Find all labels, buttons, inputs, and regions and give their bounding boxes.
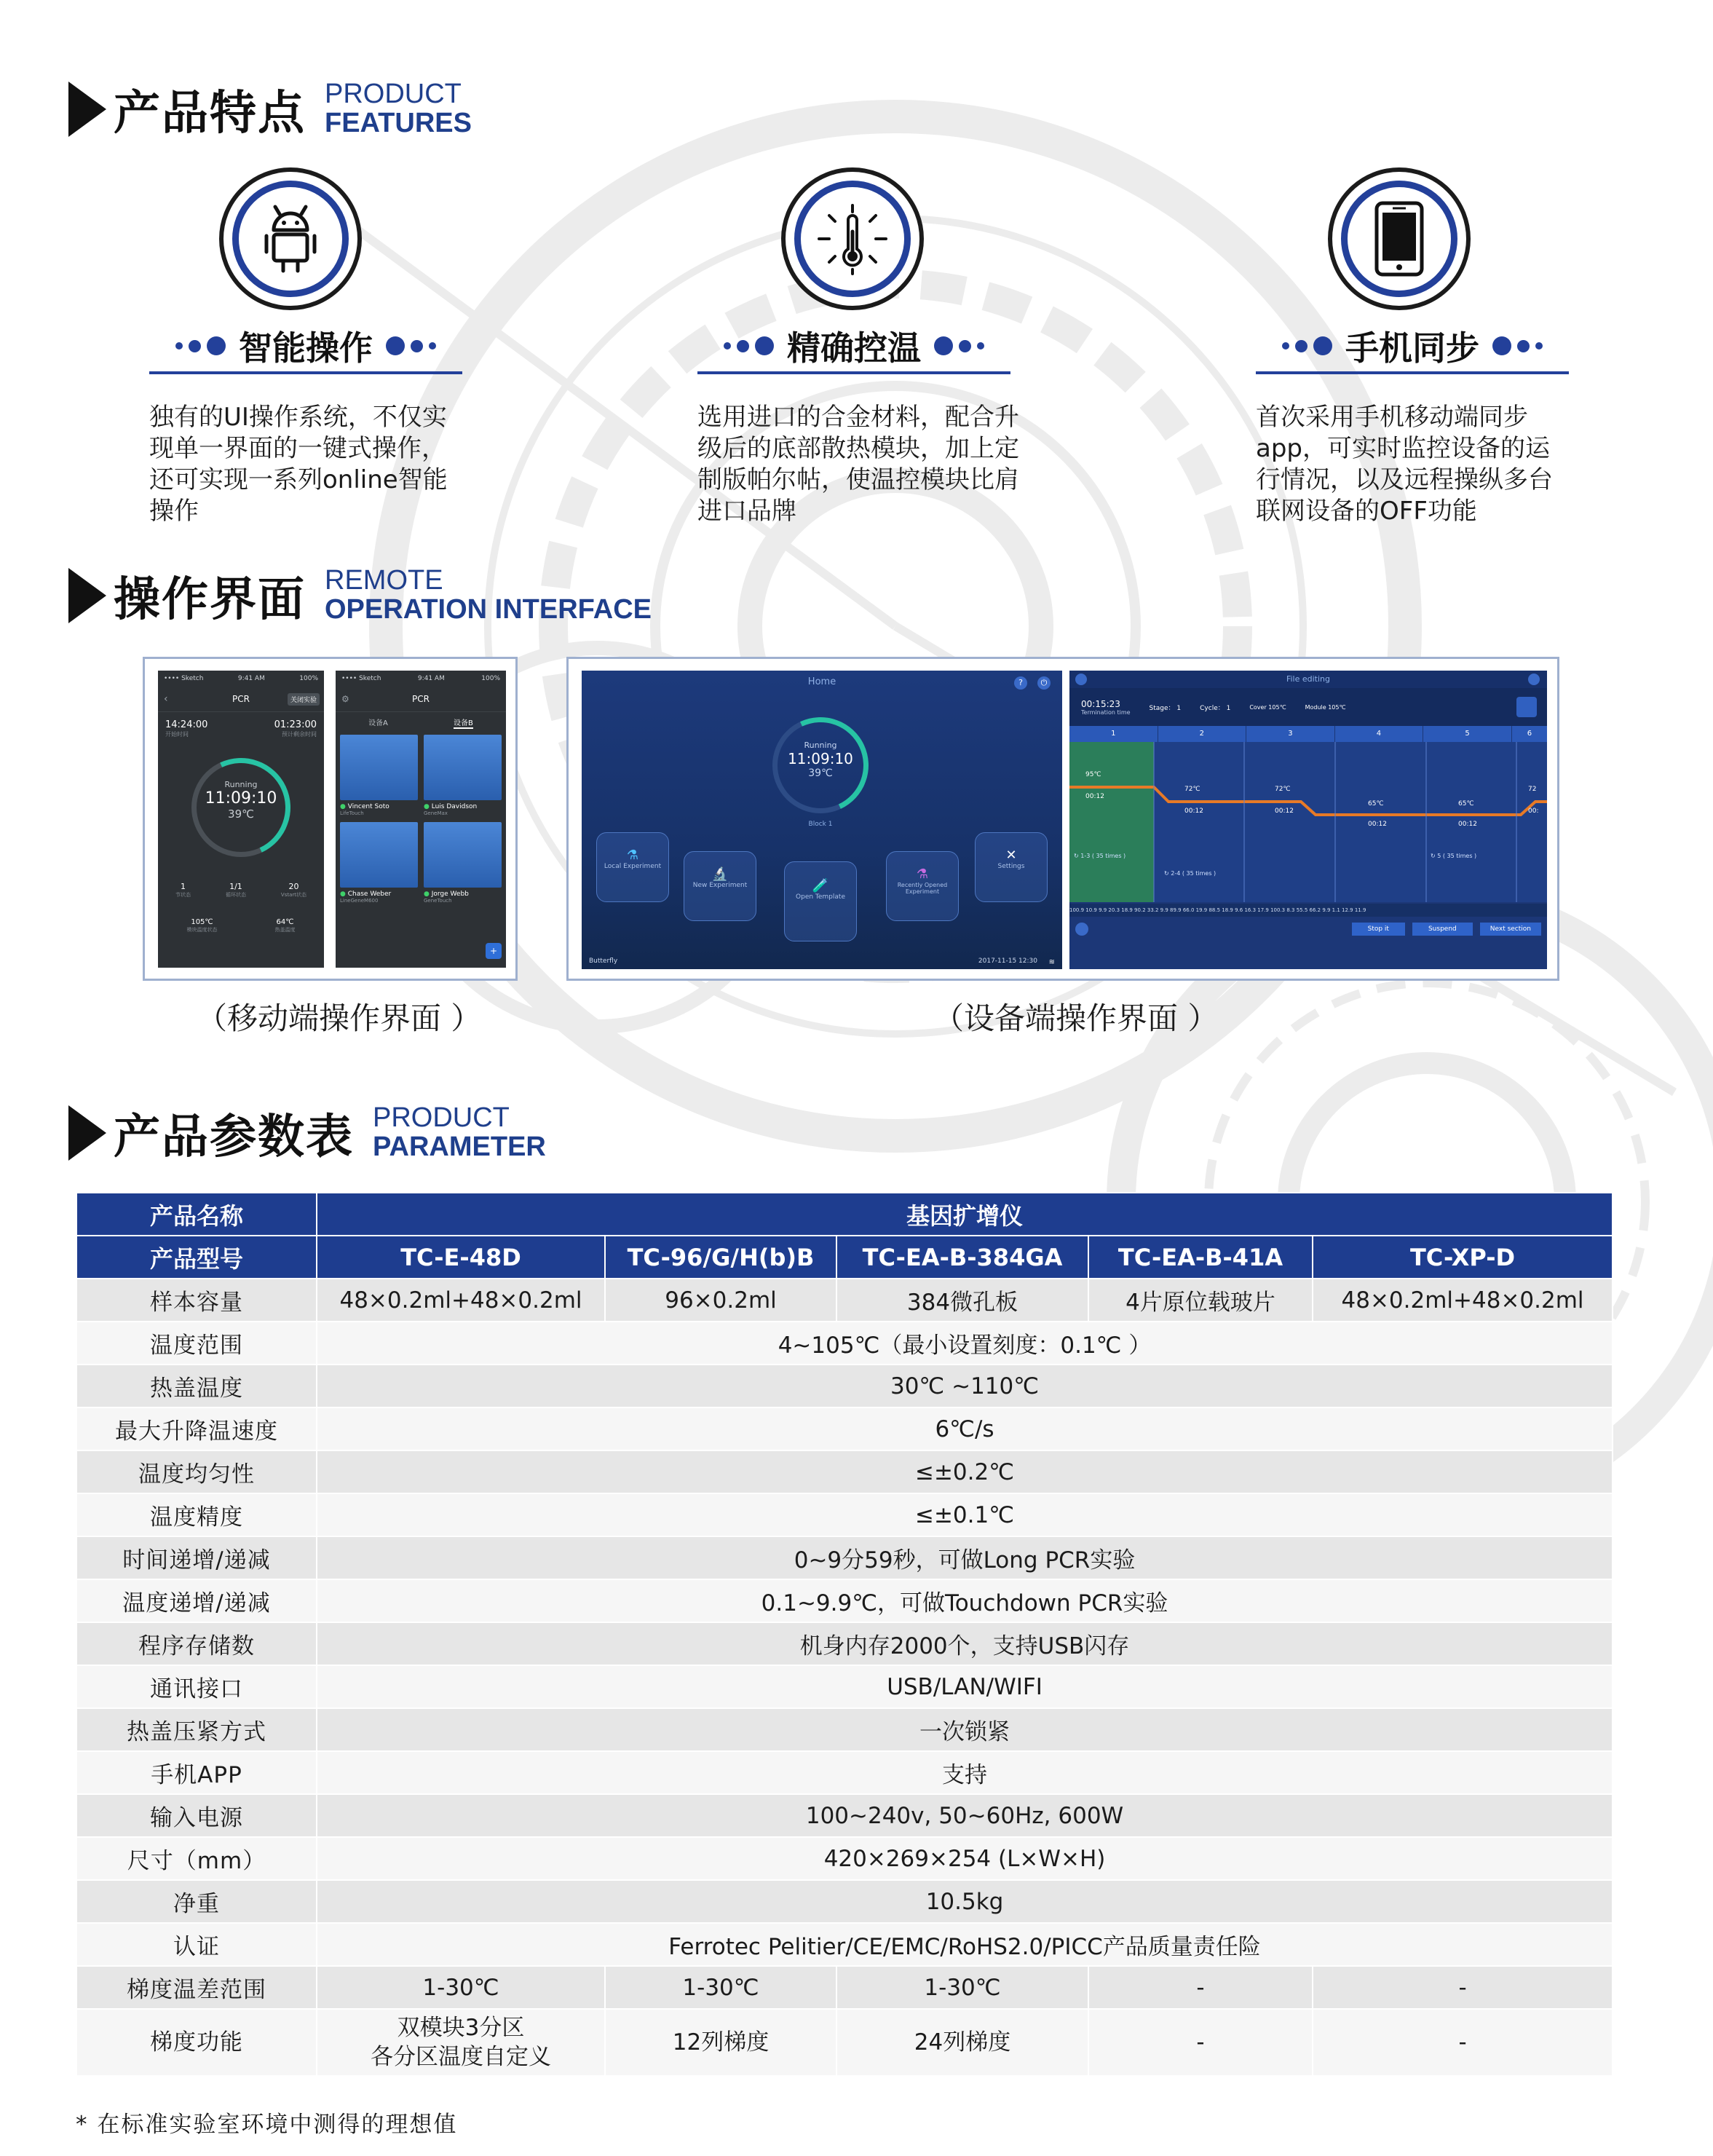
table-cell: 48×0.2ml+48×0.2ml — [317, 1279, 605, 1322]
online-dot-icon: ● — [340, 803, 346, 810]
back-arrow-icon[interactable] — [1075, 923, 1088, 936]
new-experiment-button[interactable]: 🔬 New Experiment — [684, 851, 756, 921]
table-row — [76, 1880, 1613, 1923]
thermometer-icon — [816, 202, 889, 275]
local-experiment-button[interactable]: ⚗ Local Experiment — [596, 832, 669, 902]
device-home-screen: Home ? ⏻ Running 11:09:10 39℃ Block 1 ⚗ Local Experiment 🔬 New Experiment 🧪 Open Template ⚗ Recently Opened Experiment ✕ Settings Butterfly 2017-11-15 12:30 ≋ — [582, 671, 1062, 969]
device-image — [340, 822, 418, 888]
section-subtitle: PRODUCT PARAMETER — [373, 1102, 546, 1162]
mobile-caption: （移动端操作界面 ） — [197, 1000, 482, 1036]
smartphone-icon — [1374, 201, 1425, 277]
online-dot-icon: ● — [424, 803, 430, 810]
table-cell: 1-30℃ — [836, 1966, 1088, 2009]
table-cell: 10.5kg — [317, 1880, 1613, 1923]
dots-left-icon — [175, 336, 226, 355]
table-cell: 100~240v, 50~60Hz, 600W — [317, 1794, 1613, 1837]
table-cell: 12列梯度 — [605, 2009, 836, 2076]
section-title: 产品特点 — [114, 87, 306, 141]
table-cell: 手机APP — [76, 1751, 317, 1794]
next-section-button[interactable]: Next section — [1480, 923, 1541, 936]
table-cell: TC-EA-B-384GA — [836, 1236, 1088, 1279]
table-cell: 支持 — [317, 1751, 1613, 1794]
microscope-icon: 🔬 — [711, 866, 729, 882]
back-icon[interactable]: ‹ — [164, 693, 168, 705]
table-cell: 双模块3分区 各分区温度自定义 — [317, 2009, 605, 2076]
tab-device-b[interactable]: 设备B — [454, 716, 473, 729]
table-cell: 1-30℃ — [605, 1966, 836, 2009]
table-row — [76, 1407, 1613, 1450]
table-cell: 温度递增/递减 — [76, 1579, 317, 1622]
table-cell: 时间递增/递减 — [76, 1536, 317, 1579]
table-cell: 0.1~9.9℃，可做Touchdown PCR实验 — [317, 1579, 1613, 1622]
table-cell: 6℃/s — [317, 1407, 1613, 1450]
feature-icon-ring — [781, 167, 924, 310]
settings-gear-icon[interactable]: ⚙ — [341, 694, 349, 704]
table-row — [76, 2009, 1613, 2076]
phone-title: PCR — [412, 694, 430, 704]
home-icon[interactable] — [1075, 674, 1087, 685]
table-cell: 384微孔板 — [836, 1279, 1088, 1322]
table-cell: 输入电源 — [76, 1794, 317, 1837]
table-cell: 30℃ ~110℃ — [317, 1365, 1613, 1407]
table-cell: 认证 — [76, 1923, 317, 1966]
device-image — [424, 822, 502, 888]
run-info-bar: 00:15:23 Termination time Stage： 1 Cycle： 1 Cover 105℃ Module 105℃ — [1069, 688, 1547, 726]
table-row — [76, 1837, 1613, 1880]
table-row — [76, 1193, 1613, 1236]
suspend-button[interactable]: Suspend — [1412, 923, 1473, 936]
power-icon[interactable]: ⏻ — [1037, 676, 1051, 690]
table-row — [76, 1279, 1613, 1322]
online-dot-icon: ● — [340, 891, 346, 898]
feature-icon-ring — [1328, 167, 1471, 310]
table-row — [76, 1794, 1613, 1837]
phone-running-screen: •••• Sketch 9:41 AM 100% ‹ PCR 关闭实验 14:24:00 开始时间 01:23:00 预计剩余时间 Running 11:09:10 39℃ 1 节状态 1/1 循环状态 20 Vstart状态 105℃ 模块温度状态 64℃ 热盖温度 — [158, 671, 324, 968]
section-subtitle: REMOTE OPERATION INTERFACE — [325, 565, 652, 625]
table-row — [76, 1579, 1613, 1622]
table-cell: TC-E-48D — [317, 1236, 605, 1279]
phone-tabs — [336, 712, 506, 733]
feature-description: 首次采用手机移动端同步 app，可实时监控设备的运 行情况，以及远程操纵多台 联网设备的OFF功能 — [1256, 403, 1553, 526]
table-row — [76, 1536, 1613, 1579]
add-device-button[interactable]: + — [486, 943, 502, 959]
feature-title-bar — [697, 320, 1010, 374]
table-row — [76, 1493, 1613, 1536]
value-strip: 100.9 10.9 9.9 20.3 18.9 90.2 33.2 9.9 89.9 66.0 19.9 88.5 18.9 9.6 16.3 17.9 100.3 8.3 55.5 66.2 9.9 1.1 12.9 11.9 — [1069, 904, 1547, 917]
feature-title: 精确控温 — [787, 328, 921, 368]
screen-title: File editing — [1286, 674, 1331, 684]
table-row — [76, 1450, 1613, 1493]
tools-icon: ✕ — [1005, 848, 1017, 863]
table-cell: 产品名称 — [76, 1193, 317, 1236]
section-interface-header — [68, 562, 652, 629]
table-cell: ≤±0.1℃ — [317, 1493, 1613, 1536]
section-arrow-icon — [68, 568, 106, 623]
home-title: Home — [807, 676, 836, 687]
dots-right-icon — [934, 336, 984, 355]
table-cell: 尺寸（mm） — [76, 1837, 317, 1880]
table-cell: 4片原位载玻片 — [1088, 1279, 1313, 1322]
device-card[interactable]: ● Jorge Webb GeneTouch — [424, 822, 502, 904]
dots-right-icon — [1492, 336, 1543, 355]
phone-temperatures: 105℃ 模块温度状态 64℃ 热盖温度 — [186, 918, 296, 933]
loop-label: ↻ 2-4 ( 35 times ) — [1164, 870, 1216, 877]
table-cell: TC-XP-D — [1313, 1236, 1613, 1279]
table-cell: 热盖压紧方式 — [76, 1708, 317, 1751]
table-row — [76, 1923, 1613, 1966]
dots-left-icon — [1282, 336, 1332, 355]
table-cell: 热盖温度 — [76, 1365, 317, 1407]
phone-title: PCR — [232, 694, 250, 704]
table-cell: - — [1313, 2009, 1613, 2076]
feature-title-bar — [149, 320, 462, 374]
power-icon[interactable] — [1528, 674, 1540, 685]
settings-button[interactable]: ✕ Settings — [975, 832, 1048, 902]
table-cell: 48×0.2ml+48×0.2ml — [1313, 1279, 1613, 1322]
table-cell: 420×269×254 (L×W×H) — [317, 1837, 1613, 1880]
mobile-screenshots — [143, 657, 518, 981]
table-row — [76, 1622, 1613, 1665]
loop-label: ↻ 5 ( 35 times ) — [1431, 853, 1477, 859]
flask-recent-icon: ⚗ — [916, 866, 929, 882]
section-features-header — [68, 76, 472, 143]
flask-icon: ⚗ — [626, 848, 639, 863]
table-cell: ≤±0.2℃ — [317, 1450, 1613, 1493]
device-grid — [336, 733, 506, 905]
open-template-button[interactable]: 🧪 Open Template — [784, 861, 857, 941]
table-cell: - — [1088, 2009, 1313, 2076]
table-row — [76, 1236, 1613, 1279]
table-cell: 96×0.2ml — [605, 1279, 836, 1322]
recently-opened-button[interactable]: ⚗ Recently Opened Experiment — [886, 851, 959, 921]
table-cell: 程序存储数 — [76, 1622, 317, 1665]
table-cell: 样本容量 — [76, 1279, 317, 1322]
table-cell: 通讯接口 — [76, 1665, 317, 1708]
table-cell: 最大升降温速度 — [76, 1407, 317, 1450]
device-card[interactable]: ● Luis Davidson GeneMax — [424, 735, 502, 816]
feature-description: 独有的UI操作系统，不仅实 现单一界面的一键式操作， 还可实现一系列online智能 操作 — [149, 403, 448, 526]
section-params-header — [68, 1099, 546, 1166]
device-file-editing-screen — [1069, 671, 1547, 969]
dots-right-icon — [386, 336, 436, 355]
wifi-icon: ≋ — [1048, 958, 1055, 966]
device-screenshots — [566, 657, 1559, 981]
table-cell: 一次锁紧 — [317, 1708, 1613, 1751]
section-title: 产品参数表 — [114, 1110, 354, 1164]
device-image — [340, 735, 418, 800]
table-cell: - — [1313, 1966, 1613, 2009]
feature-icon-ring — [219, 167, 362, 310]
table-cell: - — [1088, 1966, 1313, 2009]
table-row — [76, 1751, 1613, 1794]
table-cell: 0~9分59秒，可做Long PCR实验 — [317, 1536, 1613, 1579]
table-cell: TC-96/G/H(b)B — [605, 1236, 836, 1279]
table-cell: 机身内存2000个，支持USB闪存 — [317, 1622, 1613, 1665]
table-cell: 梯度温差范围 — [76, 1966, 317, 2009]
table-cell: USB/LAN/WIFI — [317, 1665, 1613, 1708]
feature-smart-operation — [149, 167, 470, 532]
table-row — [76, 1966, 1613, 2009]
table-cell: 基因扩增仪 — [317, 1193, 1613, 1236]
table-cell: 4~105℃（最小设置刻度：0.1℃ ） — [317, 1322, 1613, 1365]
device-caption: （设备端操作界面 ） — [933, 1000, 1219, 1036]
temperature-profile-area: 95℃ 00:12 72℃ 00:12 72℃ 00:12 65℃ 00:12 65℃ 00:12 72 00: ↻ 1-3 ( 35 times ) ↻ 2-4 ( 35 times ) ↻ 5 ( 35 times ) — [1069, 742, 1547, 902]
table-cell: 温度均匀性 — [76, 1450, 317, 1493]
table-cell: TC-EA-B-41A — [1088, 1236, 1313, 1279]
table-cell: 温度范围 — [76, 1322, 317, 1365]
table-cell: 温度精度 — [76, 1493, 317, 1536]
table-row — [76, 1365, 1613, 1407]
table-row — [76, 1665, 1613, 1708]
feature-title: 智能操作 — [239, 328, 373, 368]
device-card[interactable]: ● Vincent Soto LifeTouch — [340, 735, 418, 816]
section-subtitle: PRODUCT FEATURES — [325, 79, 472, 138]
device-image — [424, 735, 502, 800]
table-cell: 梯度功能 — [76, 2009, 317, 2076]
feature-title-bar — [1256, 320, 1569, 374]
section-title: 操作界面 — [114, 573, 306, 627]
feature-phone-sync — [1256, 167, 1576, 532]
online-dot-icon: ● — [424, 891, 430, 898]
table-row — [76, 1322, 1613, 1365]
android-icon — [258, 204, 323, 274]
dots-left-icon — [724, 336, 774, 355]
table-cell: 产品型号 — [76, 1236, 317, 1279]
test-tube-icon: 🧪 — [812, 878, 829, 893]
section-arrow-icon — [68, 1105, 106, 1161]
help-icon[interactable]: ? — [1014, 676, 1027, 690]
device-card[interactable]: ● Chase Weber LineGeneM600 — [340, 822, 418, 904]
close-experiment-button[interactable]: 关闭实验 — [288, 693, 320, 706]
phone-device-list-screen: •••• Sketch 9:41 AM 100% ⚙ PCR 设备A 设备B ● Vincent Soto LifeTouch ● Luis Davidson GeneMax ● Chase Weber LineGeneM600 ● Jorge Webb GeneTouch + — [336, 671, 506, 968]
section-arrow-icon — [68, 82, 106, 137]
table-cell: 1-30℃ — [317, 1966, 605, 2009]
image-icon[interactable] — [1516, 697, 1537, 717]
feature-precise-temperature — [697, 167, 1018, 532]
step-column-headers: 1 2 3 4 5 6 — [1069, 726, 1547, 742]
table-cell: Ferrotec Pelitier/CE/EMC/RoHS2.0/PICC产品质量责任险 — [317, 1923, 1613, 1966]
feature-description: 选用进口的合金材料，配合升 级后的底部散热模块，加上定 制版帕尔帖，使温控模块比肩 进口品牌 — [697, 403, 1019, 526]
tab-device-a[interactable]: 设备A — [368, 719, 388, 727]
phone-stats: 1 节状态 1/1 循环状态 20 Vstart状态 — [175, 882, 307, 898]
table-cell: 24列梯度 — [836, 2009, 1088, 2076]
table-row — [76, 1708, 1613, 1751]
footnote: * 在标准实验室环境中测得的理想值 — [76, 2112, 458, 2138]
loop-label: ↻ 1-3 ( 35 times ) — [1074, 853, 1126, 859]
stop-button[interactable]: Stop it — [1352, 923, 1405, 936]
parameter-table — [76, 1192, 1613, 2077]
table-cell: 净重 — [76, 1880, 317, 1923]
feature-title: 手机同步 — [1345, 328, 1479, 368]
